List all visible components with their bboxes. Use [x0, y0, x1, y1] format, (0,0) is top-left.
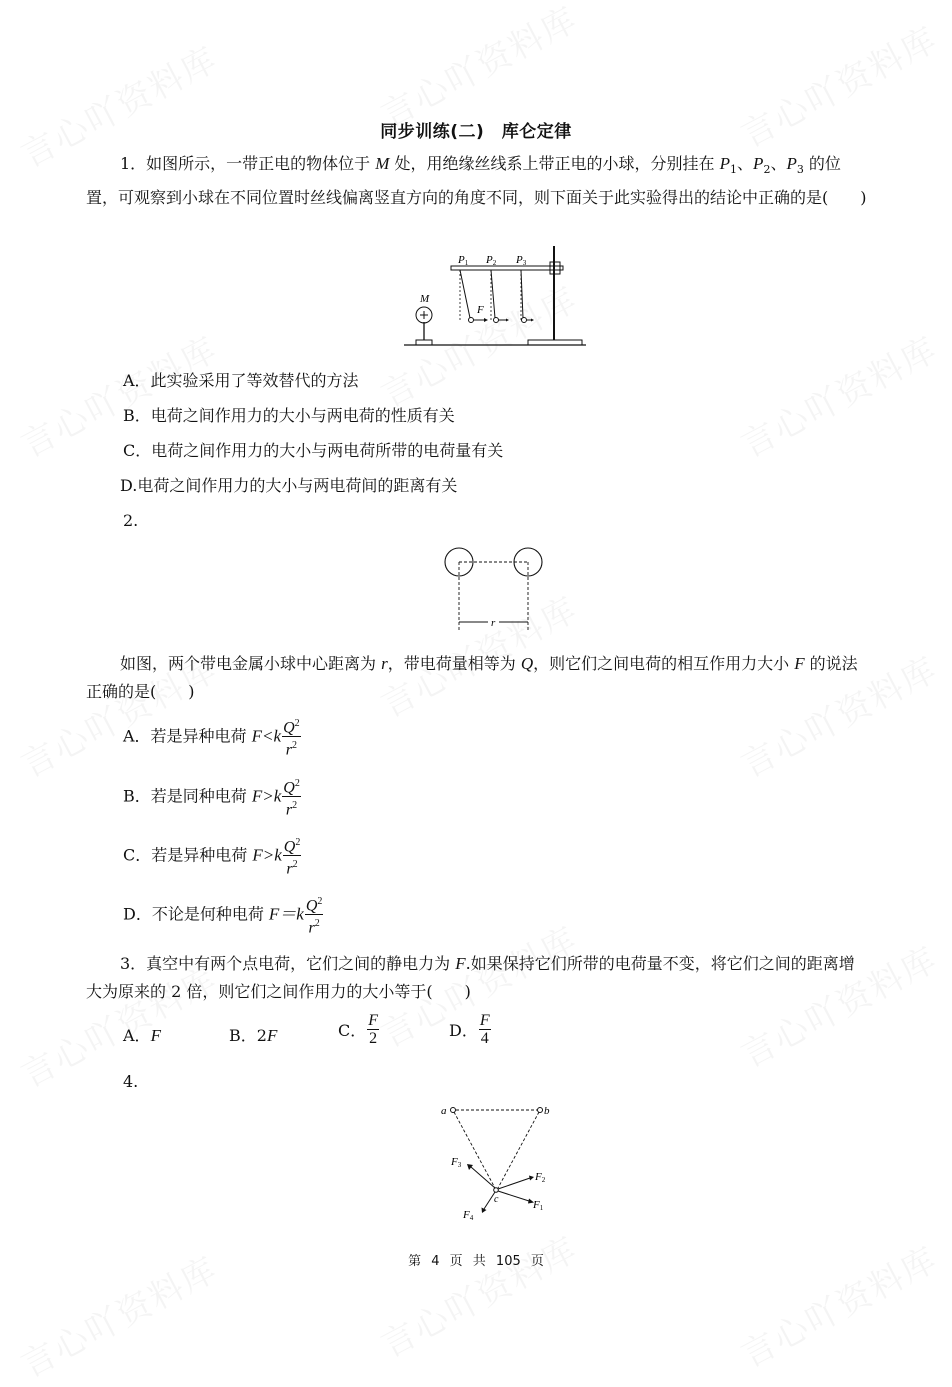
q3-option-b: B．2F [229, 1026, 278, 1045]
q1-option-a: A．此实验采用了等效替代的方法 [123, 371, 359, 390]
q2-option-b: B．若是同种电荷 F>k $\frac{Q^2}{r^2}$ [123, 775, 301, 819]
q2-option-a: A．若是异种电荷 F<k $\frac{Q^2}{r^2}$ [123, 715, 301, 759]
label-F3: F3 [451, 1156, 462, 1169]
question-2-stem: 如图，两个带电金属小球中心距离为 r，带电荷量相等为 Q，则它们之间电荷的相互作用力大小 F 的说法正确的是( ) [86, 654, 858, 701]
page-footer: 第 4 页 共 105 页 [408, 1254, 544, 1269]
label-a: a [441, 1105, 447, 1117]
q3-option-c: C． $\frac{F}{2}$ [338, 1012, 379, 1047]
watermark [371, 1222, 585, 1367]
label-M: M [420, 293, 430, 305]
label-F: F [477, 304, 484, 316]
q3-option-d: D． $\frac{F}{4}$ [449, 1012, 490, 1047]
page-title: 同步训练(二) 库仑定律 [380, 122, 572, 142]
label-F1: F1 [533, 1199, 544, 1212]
q1-option-b: B．电荷之间作用力的大小与两电荷的性质有关 [123, 406, 455, 425]
label-P2: P2 [486, 254, 497, 267]
q1-option-c: C．电荷之间作用力的大小与两电荷所带的电荷量有关 [123, 441, 504, 460]
label-c: c [494, 1194, 499, 1205]
label-F4: F4 [463, 1209, 474, 1222]
q2-figure [440, 542, 550, 634]
q4-figure [434, 1098, 564, 1228]
label-r: r [491, 617, 496, 629]
label-P3: P3 [516, 254, 527, 267]
question-1-stem: 1．如图所示，一带正电的物体位于 M 处，用绝缘丝线系上带正电的小球，分别挂在 $P_1$、$P_2$、$P_3$ 的位置，可观察到小球在不同位置时丝线偏离竖直方向的角度不同，则下面关于此实验得出的结论中正确的是( ) [86, 154, 867, 208]
q1-figure [400, 240, 590, 350]
q1-option-d: D.电荷之间作用力的大小与两电荷间的距离有关 [120, 476, 458, 495]
q2-option-c: C．若是异种电荷 F>k $\frac{Q^2}{r^2}$ [123, 834, 301, 878]
question-2-number: 2. [123, 511, 139, 530]
watermark [731, 322, 945, 467]
label-b: b [544, 1105, 550, 1117]
label-F2: F2 [535, 1171, 546, 1184]
q2-option-d: D．不论是何种电荷 F＝k $\frac{Q^2}{r^2}$ [123, 893, 323, 937]
label-P1: P1 [458, 254, 469, 267]
question-3-stem: 3．真空中有两个点电荷，它们之间的静电力为 F.如果保持它们所带的电荷量不变，将它们之间的距离增大为原来的 2 倍，则它们之间作用力的大小等于( ) [86, 954, 855, 1001]
q3-option-a: A．F [123, 1026, 161, 1045]
question-4-number: 4. [123, 1072, 139, 1091]
